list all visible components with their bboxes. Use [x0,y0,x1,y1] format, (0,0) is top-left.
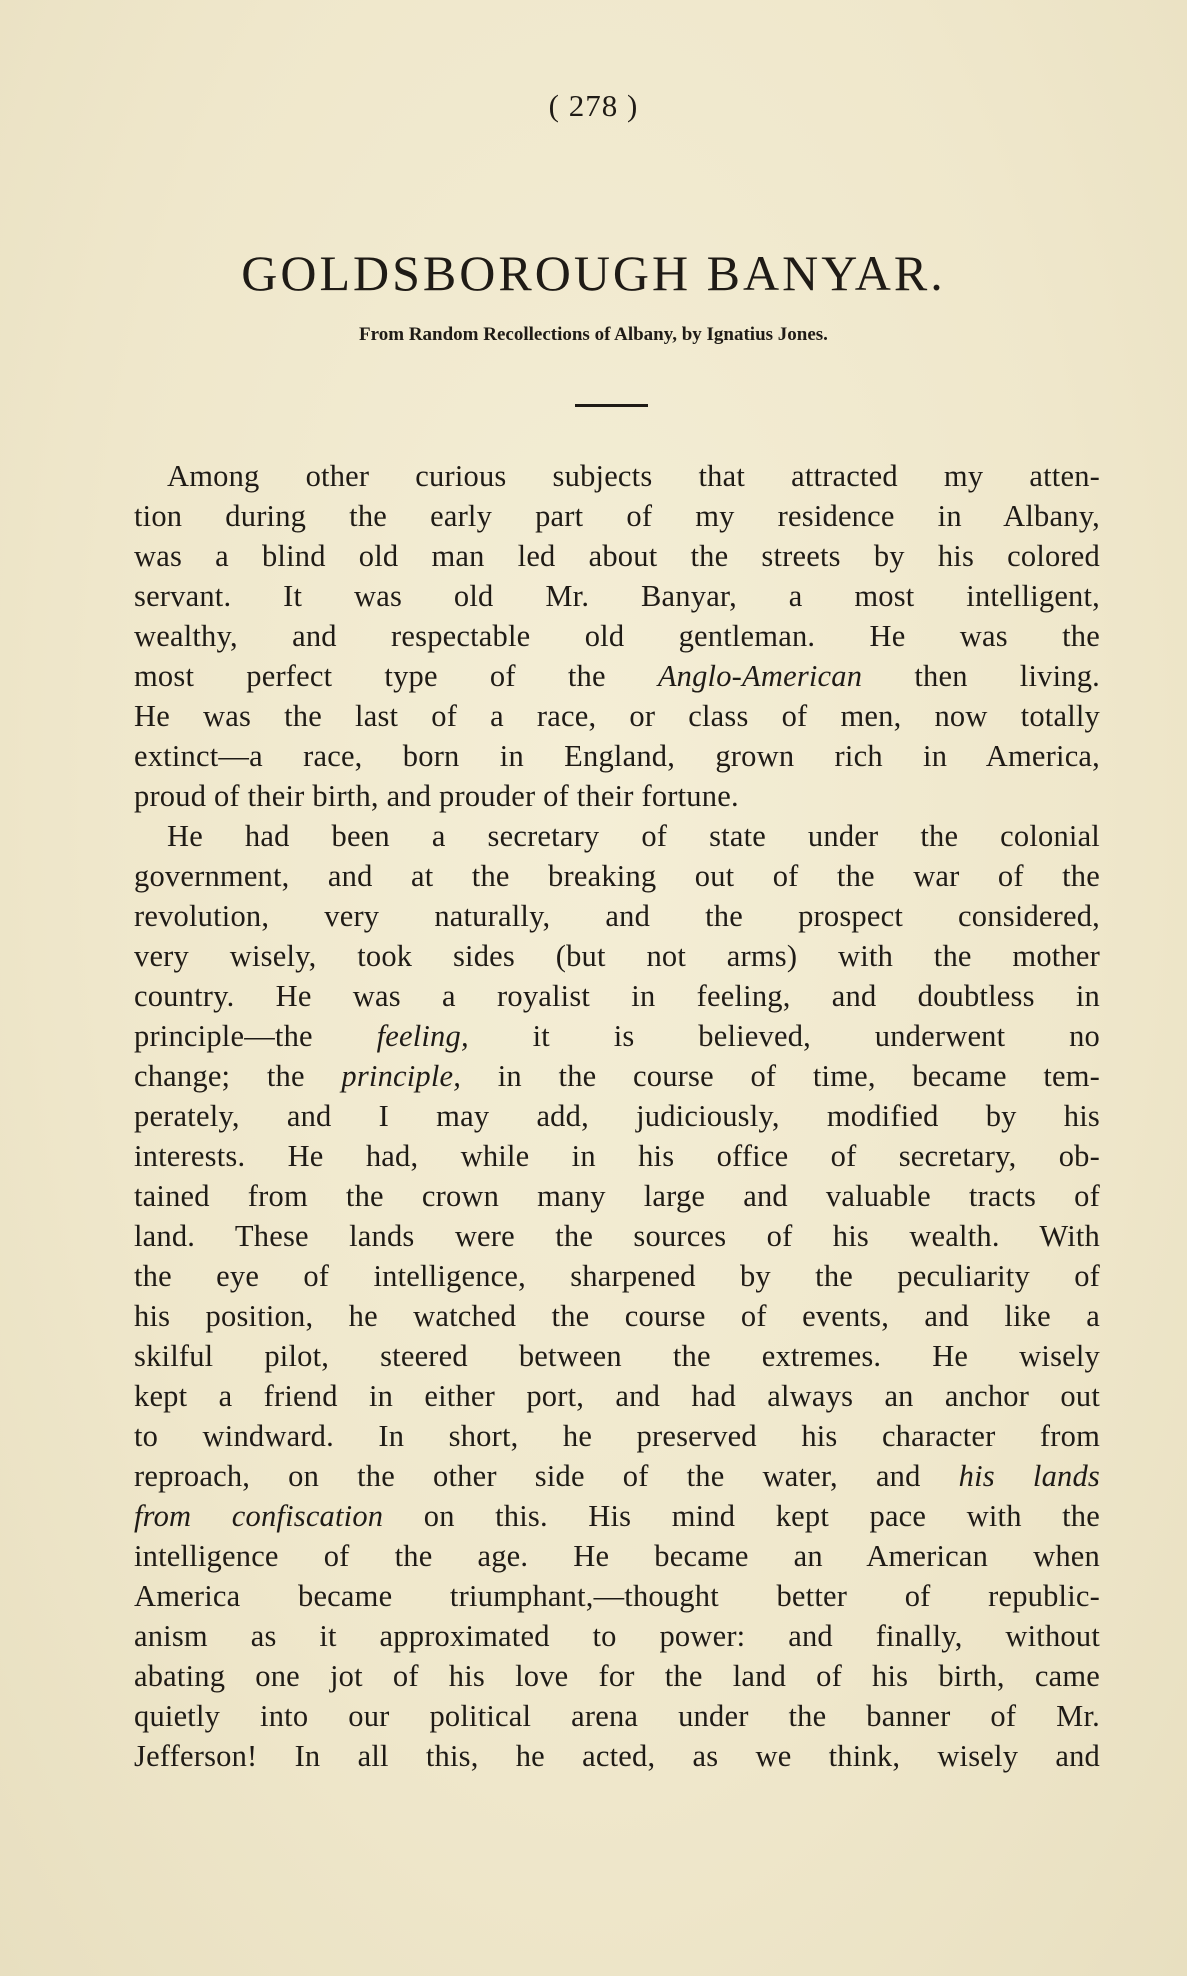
italic-text: feeling, [376,1019,469,1053]
text-line: to windward. In short, he preserved his character from [134,1419,1100,1453]
text-line: extinct—a race, born in England, grown rich in America, [134,739,1100,773]
text-line: quietly into our political arena under the banner of Mr. [134,1699,1100,1733]
text-line: land. These lands were the sources of his wealth. With [134,1219,1100,1253]
text-line: from confiscation on this. His mind kept pace with the [134,1499,1100,1533]
text-line: anism as it approximated to power: and finally, without [134,1619,1100,1653]
article-body [130,456,1100,1776]
article-source: From Random Recollections of Albany, by Ignatius Jones. [359,324,828,345]
text-line: interests. He had, while in his office of secretary, ob- [134,1139,1100,1173]
text-line: He had been a secretary of state under the colonial [167,819,1100,853]
text-line: Jefferson! In all this, he acted, as we think, wisely and [134,1739,1100,1773]
text-line: change; the principle, in the course of time, became tem- [134,1059,1101,1093]
text-line: America became triumphant,—thought better of republic- [134,1579,1100,1613]
paragraph [130,456,1100,816]
text-line: principle—the feeling, it is believed, underwent no [134,1019,1100,1053]
article-title: GOLDSBOROUGH BANYAR. [241,245,946,301]
text-line: wealthy, and respectable old gentleman. He was the [134,619,1100,653]
page-number: ( 278 ) [548,88,639,123]
italic-text: from confiscation [134,1499,384,1533]
text-line: his position, he watched the course of events, and like a [134,1299,1100,1333]
italic-text: Anglo-American [657,659,863,693]
text-line: the eye of intelligence, sharpened by the peculiarity of [134,1259,1100,1293]
text-line: tained from the crown many large and valuable tracts of [134,1179,1100,1213]
text-line: tion during the early part of my residence in Albany, [134,499,1100,533]
italic-text: his lands [958,1459,1100,1493]
text-line: was a blind old man led about the streets by his colored [134,539,1100,573]
paragraph [130,816,1100,1776]
text-line: Among other curious subjects that attracted my atten- [167,459,1100,493]
text-line: intelligence of the age. He became an American when [134,1539,1100,1573]
italic-text: principle, [341,1059,462,1093]
text-line: perately, and I may add, judiciously, modified by his [134,1099,1100,1133]
text-line: abating one jot of his love for the land of his birth, came [134,1659,1100,1693]
text-line: revolution, very naturally, and the prospect considered, [134,899,1100,933]
text-line: reproach, on the other side of the water, and his lands [134,1459,1100,1493]
text-line: skilful pilot, steered between the extremes. He wisely [134,1339,1100,1373]
title-divider [575,404,648,407]
text-line: proud of their birth, and prouder of their fortune. [134,779,739,813]
text-line: servant. It was old Mr. Banyar, a most intelligent, [134,579,1100,613]
text-line: very wisely, took sides (but not arms) with the mother [134,939,1100,973]
text-line: government, and at the breaking out of the war of the [134,859,1100,893]
text-line: most perfect type of the Anglo-American then living. [134,659,1100,693]
text-line: country. He was a royalist in feeling, and doubtless in [134,979,1100,1013]
text-line: kept a friend in either port, and had always an anchor out [134,1379,1100,1413]
text-line: He was the last of a race, or class of men, now totally [134,699,1100,733]
